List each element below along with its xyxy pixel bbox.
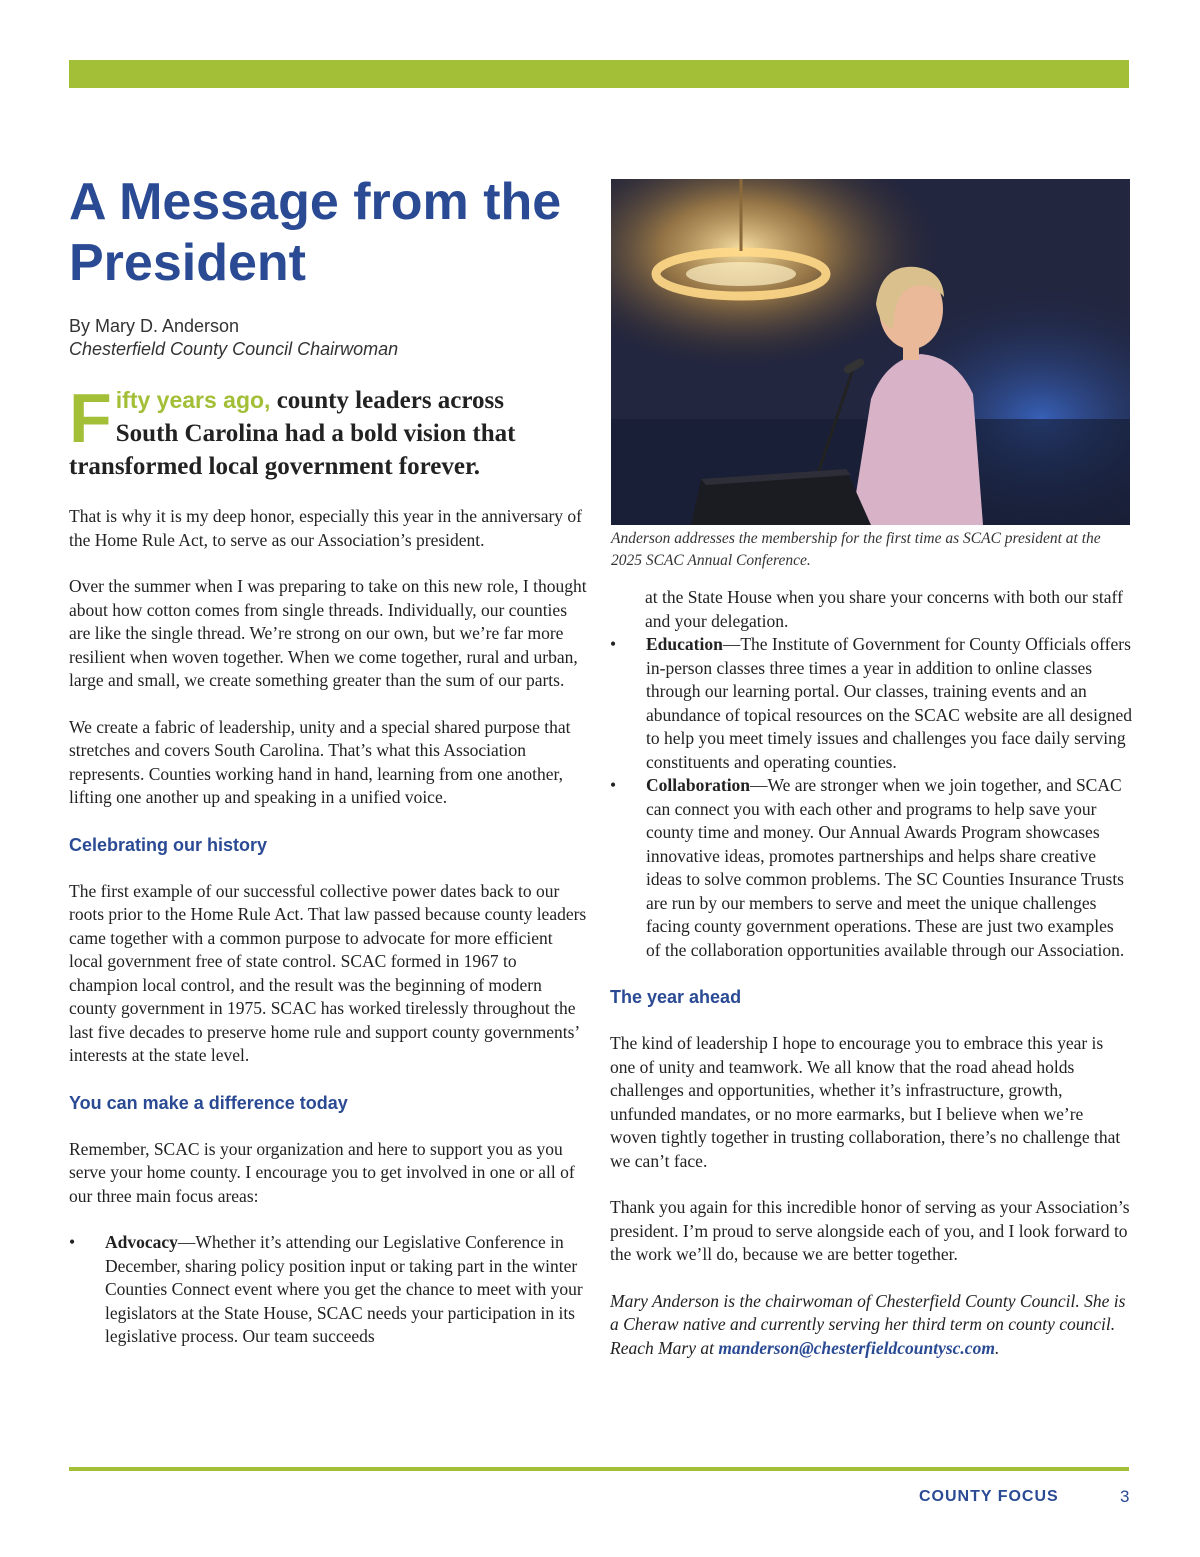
bottom-accent-bar (69, 1467, 1129, 1471)
list-item-label: Collaboration (646, 775, 751, 795)
drop-cap: F (69, 379, 112, 457)
page-title: A Message from the President (69, 173, 562, 292)
list-item-text: —The Institute of Government for County Officials offers in-person classes three times a year in addition to online classes through our learning portal. Our classes, training events and an abundance of topical resources on the SCAC website are all designed to help you meet timely issues and challenges you face daily serving constituents and operating counties. (646, 634, 1132, 772)
list-item-advocacy-continued: at the State House when you share your concerns with both our staff and your delegation. (645, 587, 1123, 631)
bullet-icon: • (610, 634, 617, 654)
lede-paragraph (69, 379, 569, 483)
lede-text: county leaders across South Carolina had a bold vision that transformed local government forever. (69, 387, 516, 480)
list-item-text: —Whether it’s attending our Legislative Conference in December, sharing policy position input or taking part in the winter Counties Connect event where you get the chance to meet with your legislators at the State House, SCAC needs your participation in its legislative process. Our team succeeds (105, 1232, 583, 1346)
photo-illustration (611, 179, 1130, 525)
focus-areas-list-continued (610, 586, 1132, 962)
top-accent-bar (69, 60, 1129, 88)
bullet-icon: • (69, 1232, 76, 1252)
list-item-label: Advocacy (105, 1232, 178, 1252)
byline-role: Chesterfield County Council Chairwoman (69, 339, 399, 359)
list-item-text: —We are stronger when we join together, and SCAC can connect you with each other and programs to help save your county time and money. Our Annual Awards Program showcases innovative ideas, promotes partnerships and helps share creative ideas to solve common problems. The SC Counties Insurance Trusts are run by our members to serve and meet the unique challenges facing county government operations. These are just two examples of the collaboration opportunities available through our Association. (646, 775, 1125, 960)
right-column (610, 586, 1132, 1383)
section-heading-difference: You can make a difference today (69, 1092, 348, 1113)
bio-text: Mary Anderson is the chairwoman of Chesterfield County Council. She is a Cheraw native and currently serving her third term on county council. Reach Mary at (610, 1290, 1126, 1358)
publication-name: COUNTY FOCUS (919, 1488, 1059, 1505)
email-link[interactable]: manderson@chesterfieldcountysc.com (718, 1337, 995, 1358)
list-item-advocacy (69, 1231, 589, 1349)
bio-end: . (994, 1337, 1000, 1358)
byline-author: By Mary D. Anderson (69, 316, 240, 336)
list-item-education (610, 633, 1132, 774)
author-bio (610, 1290, 1132, 1361)
byline (69, 315, 398, 361)
focus-areas-list (69, 1231, 589, 1349)
page-number: 3 (1120, 1487, 1130, 1506)
list-item-collaboration (610, 774, 1132, 962)
photo-caption: Anderson addresses the membership for the first time as SCAC president at the 2025 SCAC Annual Conference. (611, 530, 1101, 569)
bullet-icon: • (610, 775, 617, 795)
body-paragraph: The first example of our successful collective power dates back to our roots prior to the Home Rule Act. That law passed because county leaders came together with a common purpose to advocate for more efficient local government free of state control. SCAC formed in 1967 to champion local control, and the result was the beginning of modern county government in 1975. SCAC has worked tirelessly throughout the last five decades to preserve home rule and support county governments’ interests at the state level. (69, 880, 587, 1065)
body-paragraph: Over the summer when I was preparing to take on this new role, I thought about how cotton comes from single threads. Individually, our counties are like the single thread. We’re strong on our own, but we’re far more resilient when woven together. When we come together, rural and urban, large and small, we create something greater than the sum of our parts. (69, 576, 587, 690)
lede-green-text: ifty years ago, (115, 387, 271, 413)
body-paragraph: The kind of leadership I hope to encourage you to embrace this year is one of unity and teamwork. We all know that the road ahead holds challenges and opportunities, whether it’s infrastructure, growth, unfunded mandates, or no more earmarks, but I believe when we’re woven tightly together in trusting collaboration, there’s no challenge that we can’t face. (610, 1033, 1121, 1171)
body-paragraph: Thank you again for this incredible honor of serving as your Association’s president. I’m proud to serve alongside each of you, and I look forward to the work we’ll do, because we are better together. (610, 1197, 1130, 1264)
body-paragraph: We create a fabric of leadership, unity and a special shared purpose that stretches and covers South Carolina. That’s what this Association represents. Counties working hand in hand, learning from one another, lifting one another up and speaking in a unified voice. (69, 716, 571, 807)
president-photo (611, 179, 1130, 525)
list-item-label: Education (646, 634, 723, 654)
section-heading-history: Celebrating our history (69, 834, 268, 855)
body-paragraph: Remember, SCAC is your organization and here to support you as you serve your home county. I encourage you to get involved in one or all of our three main focus areas: (69, 1138, 575, 1206)
body-paragraph: That is why it is my deep honor, especially this year in the anniversary of the Home Rule Act, to serve as our Association’s president. (69, 506, 582, 550)
section-heading-year-ahead: The year ahead (610, 987, 742, 1007)
left-column (69, 505, 589, 1349)
